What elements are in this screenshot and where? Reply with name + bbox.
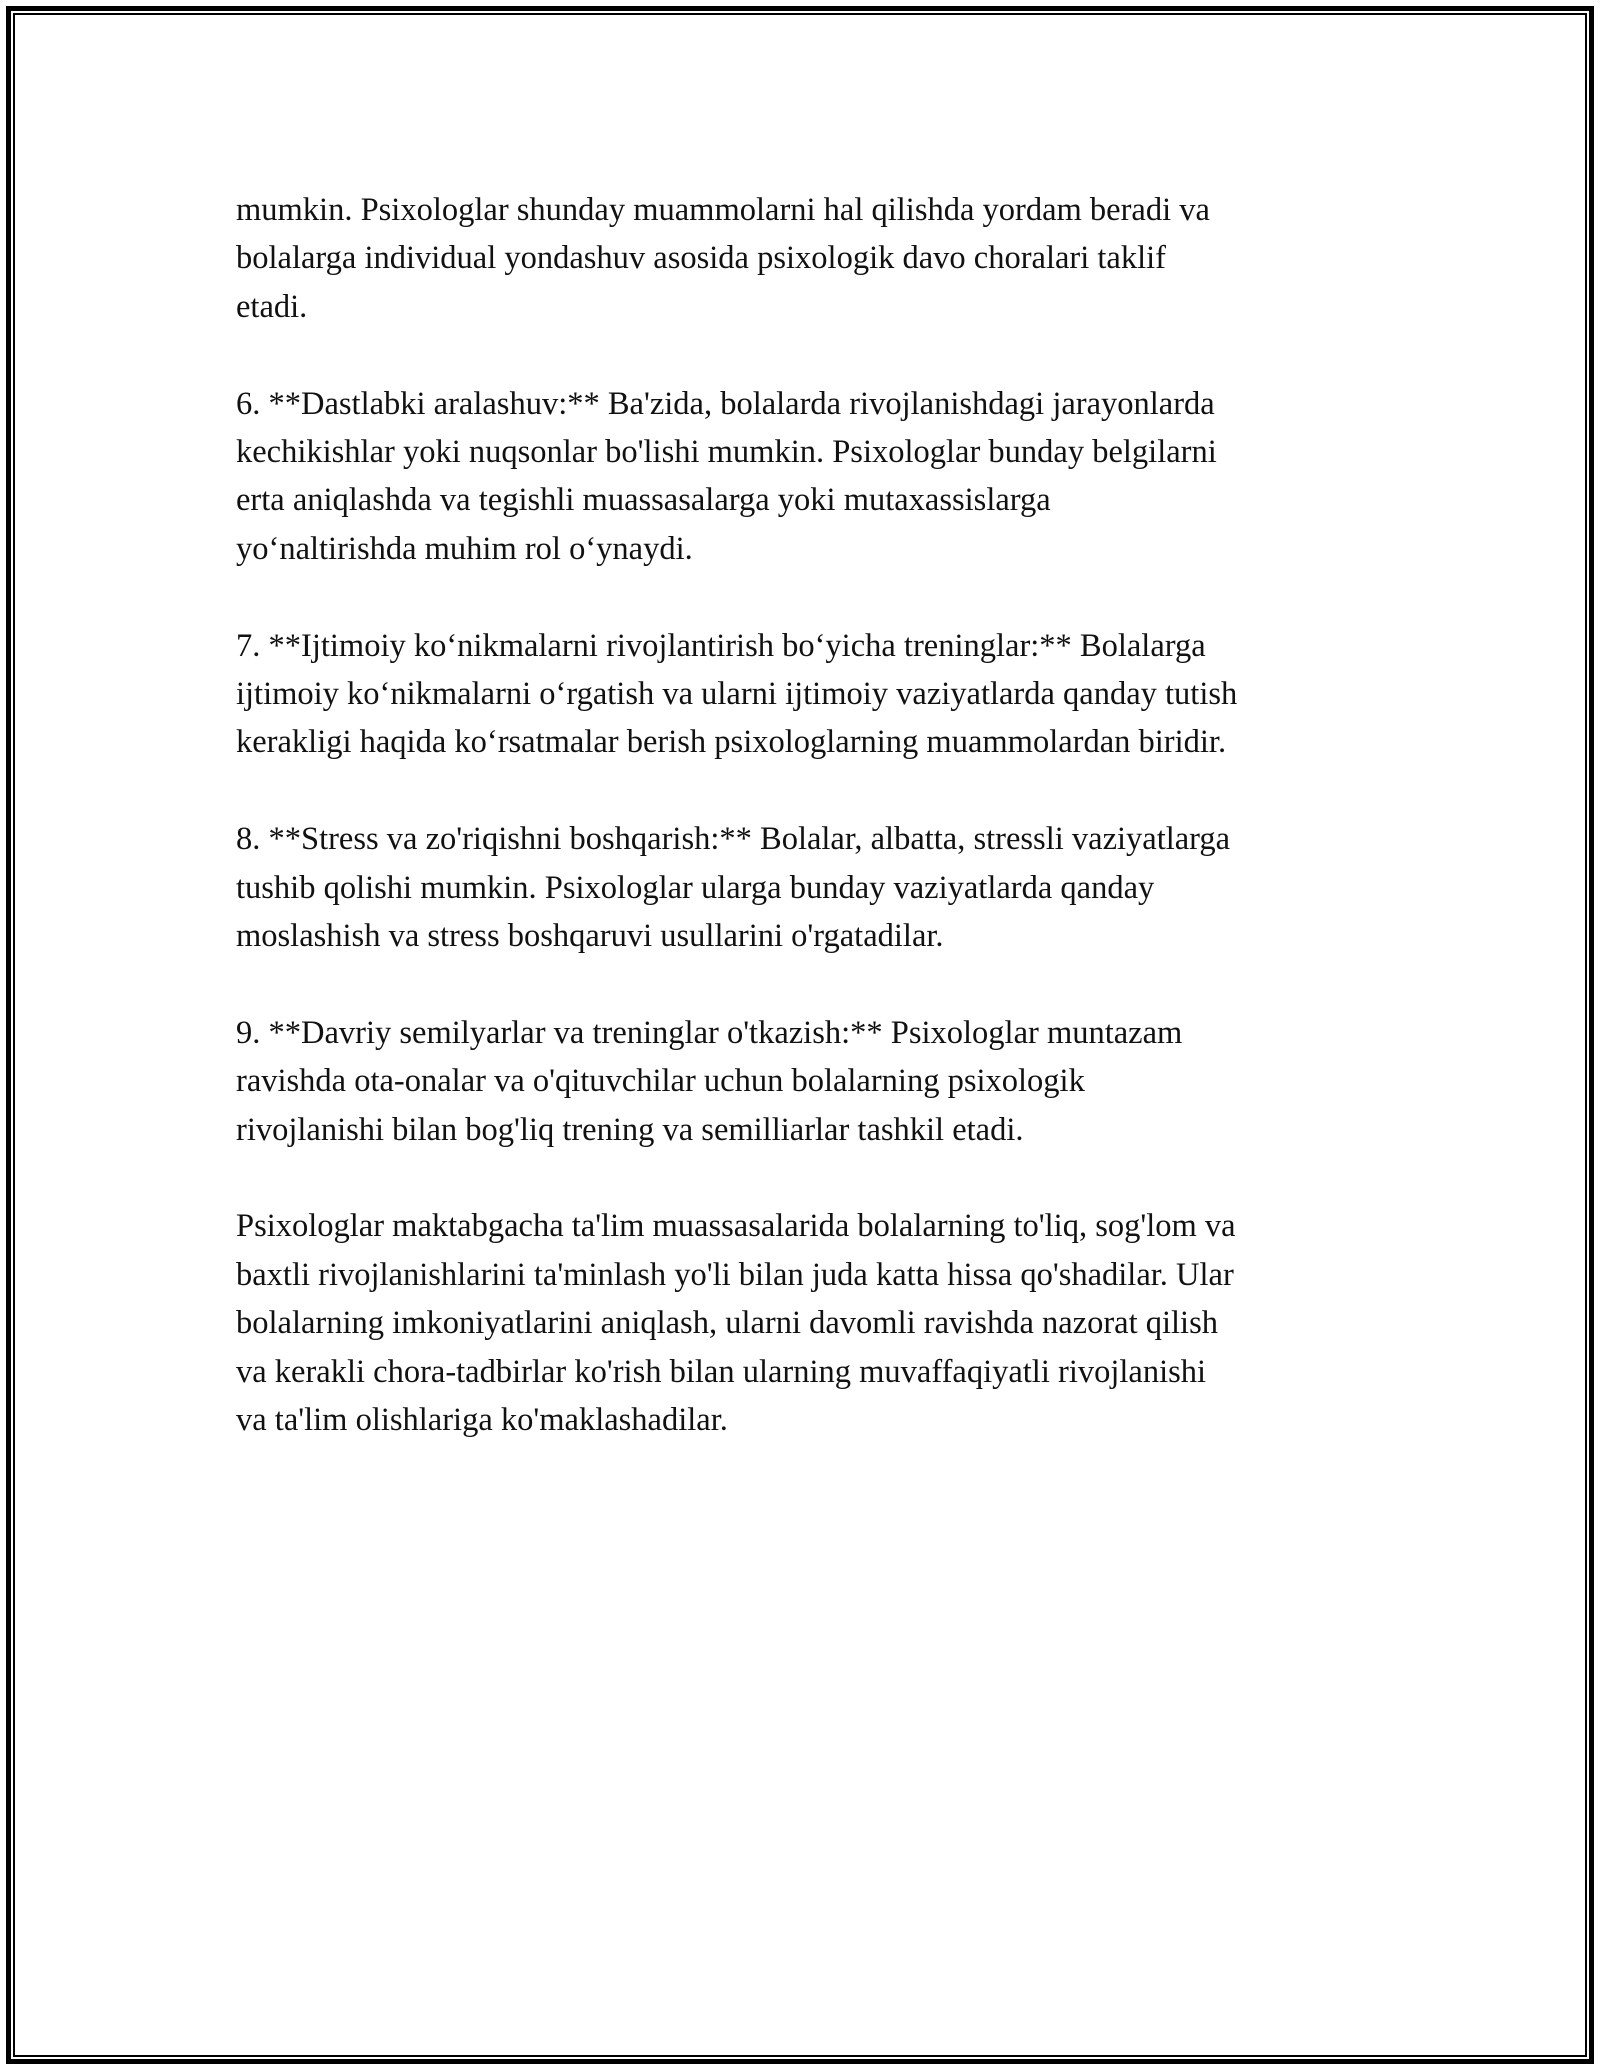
paragraph-item-8: 8. **Stress va zo'riqishni boshqarish:** Bolalar, albatta, stressli vaziyatlarga tushib qolishi mumkin. Psixologlar ularga bunday vaziyatlarda qanday moslashish va stress boshqaruvi usullarini o'rgatadilar. — [236, 821, 1231, 955]
document-body — [236, 186, 1376, 1493]
paragraph-item-9: 9. **Davriy semilyarlar va treninglar o'tkazish:** Psixologlar muntazam ravishda ota-onalar va o'qituvchilar uchun bolalarning psixologik rivojlanishi bilan bog'liq trening va semilliarlar tashkil etadi. — [236, 1014, 1183, 1148]
paragraph-continuation: mumkin. Psixologlar shunday muammolarni hal qilishda yordam beradi va bolalarga individual yondashuv asosida psixologik davo choralari taklif etadi. — [236, 192, 1210, 325]
paragraph-conclusion: Psixologlar maktabgacha ta'lim muassasalarida bolalarning to'liq, sog'lom va baxtli rivojlanishlarini ta'minlash yo'li bilan juda katta hissa qo'shadilar. Ular bolalarning imkoniyatlarini aniqlash, ularni davomli ravishda nazorat qilish va kerakli chora-tadbirlar ko'rish bilan ularning muvaffaqiyatli rivojlanishi va ta'lim olishlariga ko'maklashadilar. — [236, 1208, 1236, 1439]
paragraph-item-7: 7. **Ijtimoiy ko‘nikmalarni rivojlantirish bo‘yicha treninglar:** Bolalarga ijtimoiy ko‘nikmalarni o‘rgatish va ularni ijtimoiy vaziyatlarda qanday tutish kerakligi haqida ko‘rsatmalar berish psixologlarning muammolardan biridir. — [236, 627, 1238, 761]
paragraph-item-6: 6. **Dastlabki aralashuv:** Ba'zida, bolalarda rivojlanishdagi jarayonlarda kechikishlar yoki nuqsonlar bo'lishi mumkin. Psixologlar bunday belgilarni erta aniqlashda va tegishli muassasalarga yoki mutaxassislarga yo‘naltirishda muhim rol o‘ynaydi. — [236, 385, 1217, 567]
